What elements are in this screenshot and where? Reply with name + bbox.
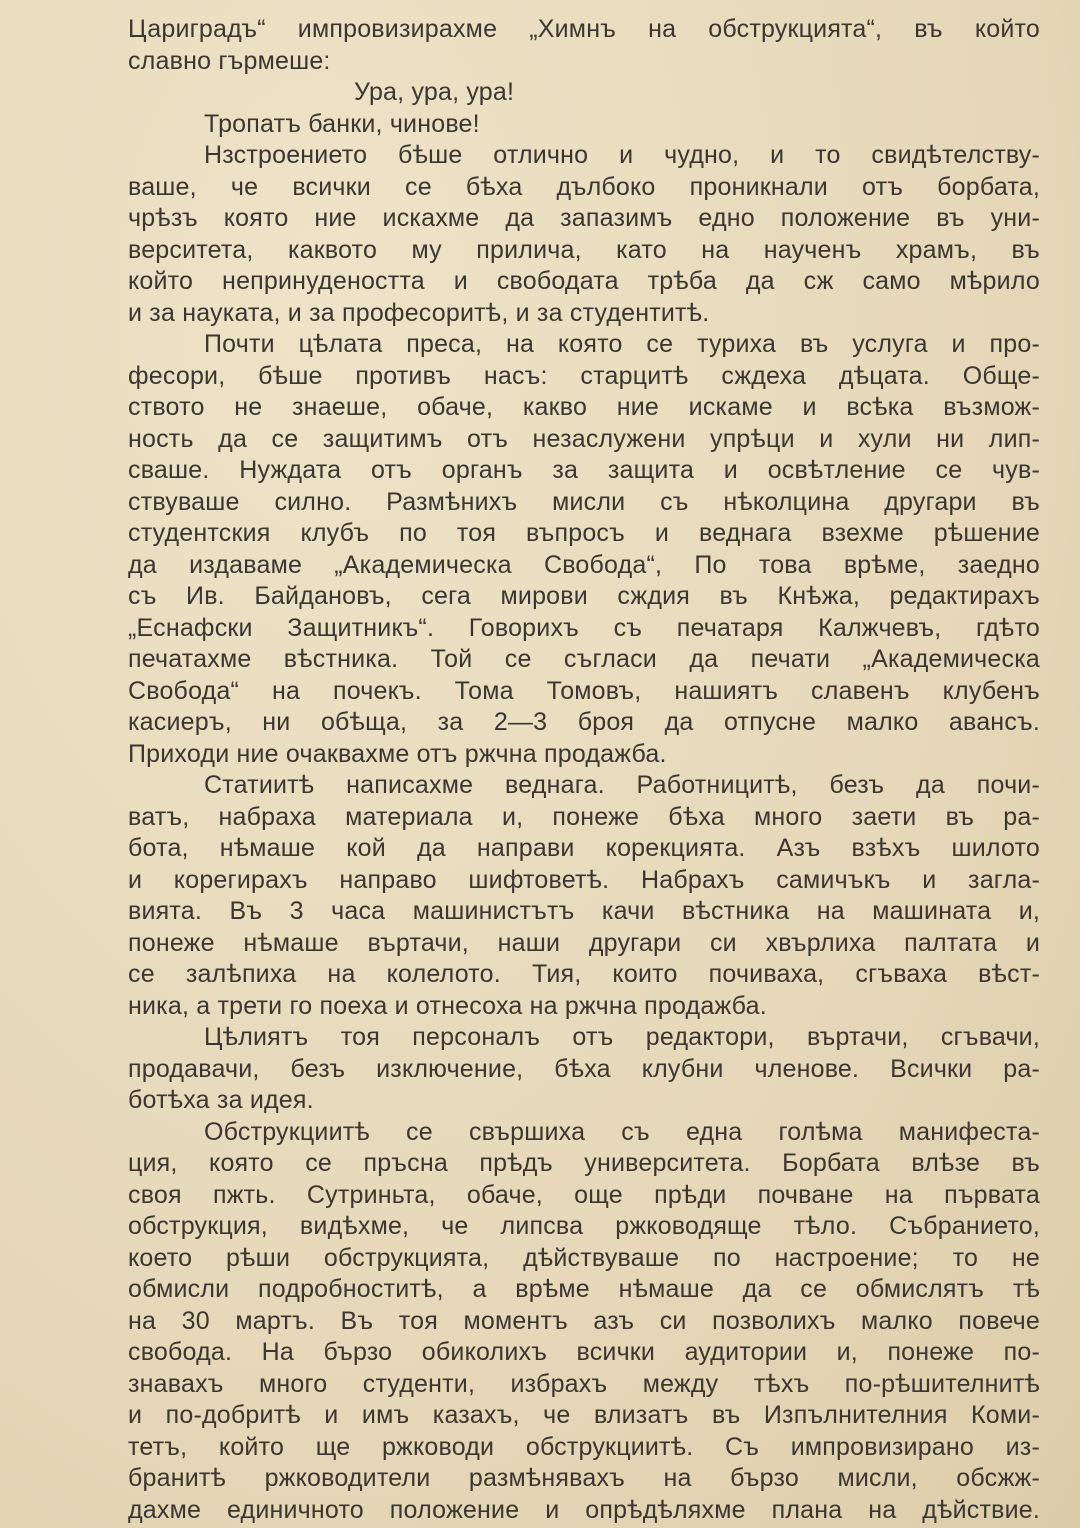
text-line: Ура, ура, ура! bbox=[354, 78, 515, 106]
text-line: Цариградъ“ импровизирахме „Химнъ на обструкцията“, въ който bbox=[128, 15, 1040, 43]
text-line: ваше, че всички се бѣха дълбоко проникнали отъ борбата, bbox=[128, 172, 1040, 201]
text-line: ность да се защитимъ отъ незаслужени упрѣци и хули ни лип- bbox=[128, 424, 1040, 453]
paragraph bbox=[128, 770, 1040, 1022]
text-line: вията. Въ 3 часа машинистътъ качи вѣстника на машината и, bbox=[128, 897, 1040, 925]
text-line: ция, която се пръсна прѣдъ университета. Борбата влѣзе въ bbox=[128, 1149, 1040, 1177]
text-line: ството не знаеше, обаче, какво ние искаме и всѣка възмож- bbox=[128, 393, 1040, 421]
text-line: ствуваше силно. Размѣнихъ мисли съ нѣколцина другари въ bbox=[128, 487, 1040, 516]
text-line: понеже нѣмаше въртачи, наши другари си хвърлиха палтата и bbox=[128, 928, 1040, 957]
document-page bbox=[128, 14, 1040, 1526]
text-line: обструкция, видѣхме, че липсва ржководяще тѣло. Събранието, bbox=[128, 1212, 1040, 1240]
text-line: касиеръ, ни обѣща, за 2—3 броя да отпусне малко авансъ. bbox=[128, 708, 1040, 736]
text-line: което рѣши обструкцията, дѣйствуваше по настроение; то не bbox=[128, 1243, 1040, 1272]
text-line: ботѣха за идея. bbox=[128, 1086, 314, 1114]
text-line: бранитѣ ржководители размѣнявахъ на бързо мисли, обсжж- bbox=[128, 1464, 1040, 1492]
text-line: съ Ив. Байдановъ, сега мирови сждия въ Кнѣжа, редактирахъ bbox=[128, 582, 1040, 610]
text-line: който непринудеността и свободата трѣба да сж само мѣрило bbox=[128, 267, 1040, 295]
text-line: славно гърмеше: bbox=[128, 46, 331, 75]
text-line: „Еснафски Защитникъ“. Говорихъ съ печатаря Калжчевъ, гдѣто bbox=[128, 613, 1040, 642]
text-line: своя пжть. Сутриньта, обаче, още прѣди почване на първата bbox=[128, 1180, 1040, 1209]
text-line: Свобода“ на почекъ. Тома Томовъ, нашиятъ славенъ клубенъ bbox=[128, 676, 1040, 705]
text-line: и по-добритѣ и имъ казахъ, че влизатъ въ Изпълнителния Коми- bbox=[128, 1401, 1040, 1429]
text-line: сваше. Нуждата отъ органъ за защита и освѣтление се чув- bbox=[128, 456, 1040, 484]
paragraph bbox=[128, 329, 1040, 770]
text-line: чрѣзъ която ние искахме да запазимъ едно положение въ уни- bbox=[128, 204, 1040, 232]
text-line: знавахъ много студенти, избрахъ между тѣхъ по-рѣшителнитѣ bbox=[128, 1369, 1040, 1398]
text-line: Тропатъ банки, чинове! bbox=[204, 109, 480, 138]
text-line: се залѣпиха на колелото. Тия, които почиваха, сгъваха вѣст- bbox=[128, 960, 1040, 988]
text-line: ватъ, набраха материала и, понеже бѣха много заети въ ра- bbox=[128, 802, 1040, 831]
text-line: печатахме вѣстника. Той се съгласи да печати „Академическа bbox=[128, 645, 1040, 673]
text-line: студентския клубъ по тоя въпросъ и веднага взехме рѣшение bbox=[128, 519, 1040, 547]
text-line: тетъ, който ще ржководи обструкциитѣ. Съ импровизирано из- bbox=[128, 1432, 1040, 1461]
text-line: Цѣлиятъ тоя персоналъ отъ редактори, въртачи, сгъвачи, bbox=[204, 1023, 1040, 1051]
text-line: продавачи, безъ изключение, бѣха клубни членове. Всички ра- bbox=[128, 1054, 1040, 1083]
text-line: дахме единичното положение и опрѣдѣляхме плана на дѣйствие. bbox=[128, 1495, 1040, 1524]
text-line: ника, а трети го поеха и отнесоха на ржчна продажба. bbox=[128, 991, 767, 1020]
text-line: бота, нѣмаше кой да направи корекцията. Азъ взѣхъ шилото bbox=[128, 834, 1040, 862]
text-line: Приходи ние очаквахме отъ ржчна продажба. bbox=[128, 739, 667, 768]
text-line: фесори, бѣше противъ насъ: старцитѣ сждеха дѣцата. Обще- bbox=[128, 361, 1040, 390]
paragraph bbox=[128, 109, 1040, 141]
text-line: обмисли подробноститѣ, а врѣме нѣмаше да се обмислятъ тѣ bbox=[128, 1275, 1040, 1303]
text-line: Почти цѣлата преса, на която се туриха въ услуга и про- bbox=[204, 330, 1040, 358]
text-line: верситета, каквото му прилича, като на наученъ храмъ, въ bbox=[128, 235, 1040, 264]
text-line: и за науката, и за професоритѣ, и за студентитѣ. bbox=[128, 298, 710, 327]
text-line: Нзстроението бѣше отлично и чудно, и то свидѣтелству- bbox=[204, 141, 1040, 169]
paragraph bbox=[128, 77, 1040, 109]
paragraph bbox=[128, 140, 1040, 329]
paragraph bbox=[128, 1022, 1040, 1117]
text-line: свобода. На бързо обиколихъ всички аудитории и, понеже по- bbox=[128, 1338, 1040, 1366]
paragraph bbox=[128, 1117, 1040, 1527]
text-line: Статиитѣ написахме веднага. Работницитѣ, безъ да почи- bbox=[204, 771, 1040, 799]
paragraph bbox=[128, 14, 1040, 77]
text-line: и корегирахъ направо шифтоветѣ. Набрахъ самичъкъ и загла- bbox=[128, 865, 1040, 894]
text-line: на 30 мартъ. Въ тоя моментъ азъ си позволихъ малко повече bbox=[128, 1306, 1040, 1335]
text-line: Обструкциитѣ се свършиха съ една голѣма манифеста- bbox=[204, 1117, 1040, 1146]
text-line: да издаваме „Академическа Свобода“, По това врѣме, заедно bbox=[128, 550, 1040, 579]
